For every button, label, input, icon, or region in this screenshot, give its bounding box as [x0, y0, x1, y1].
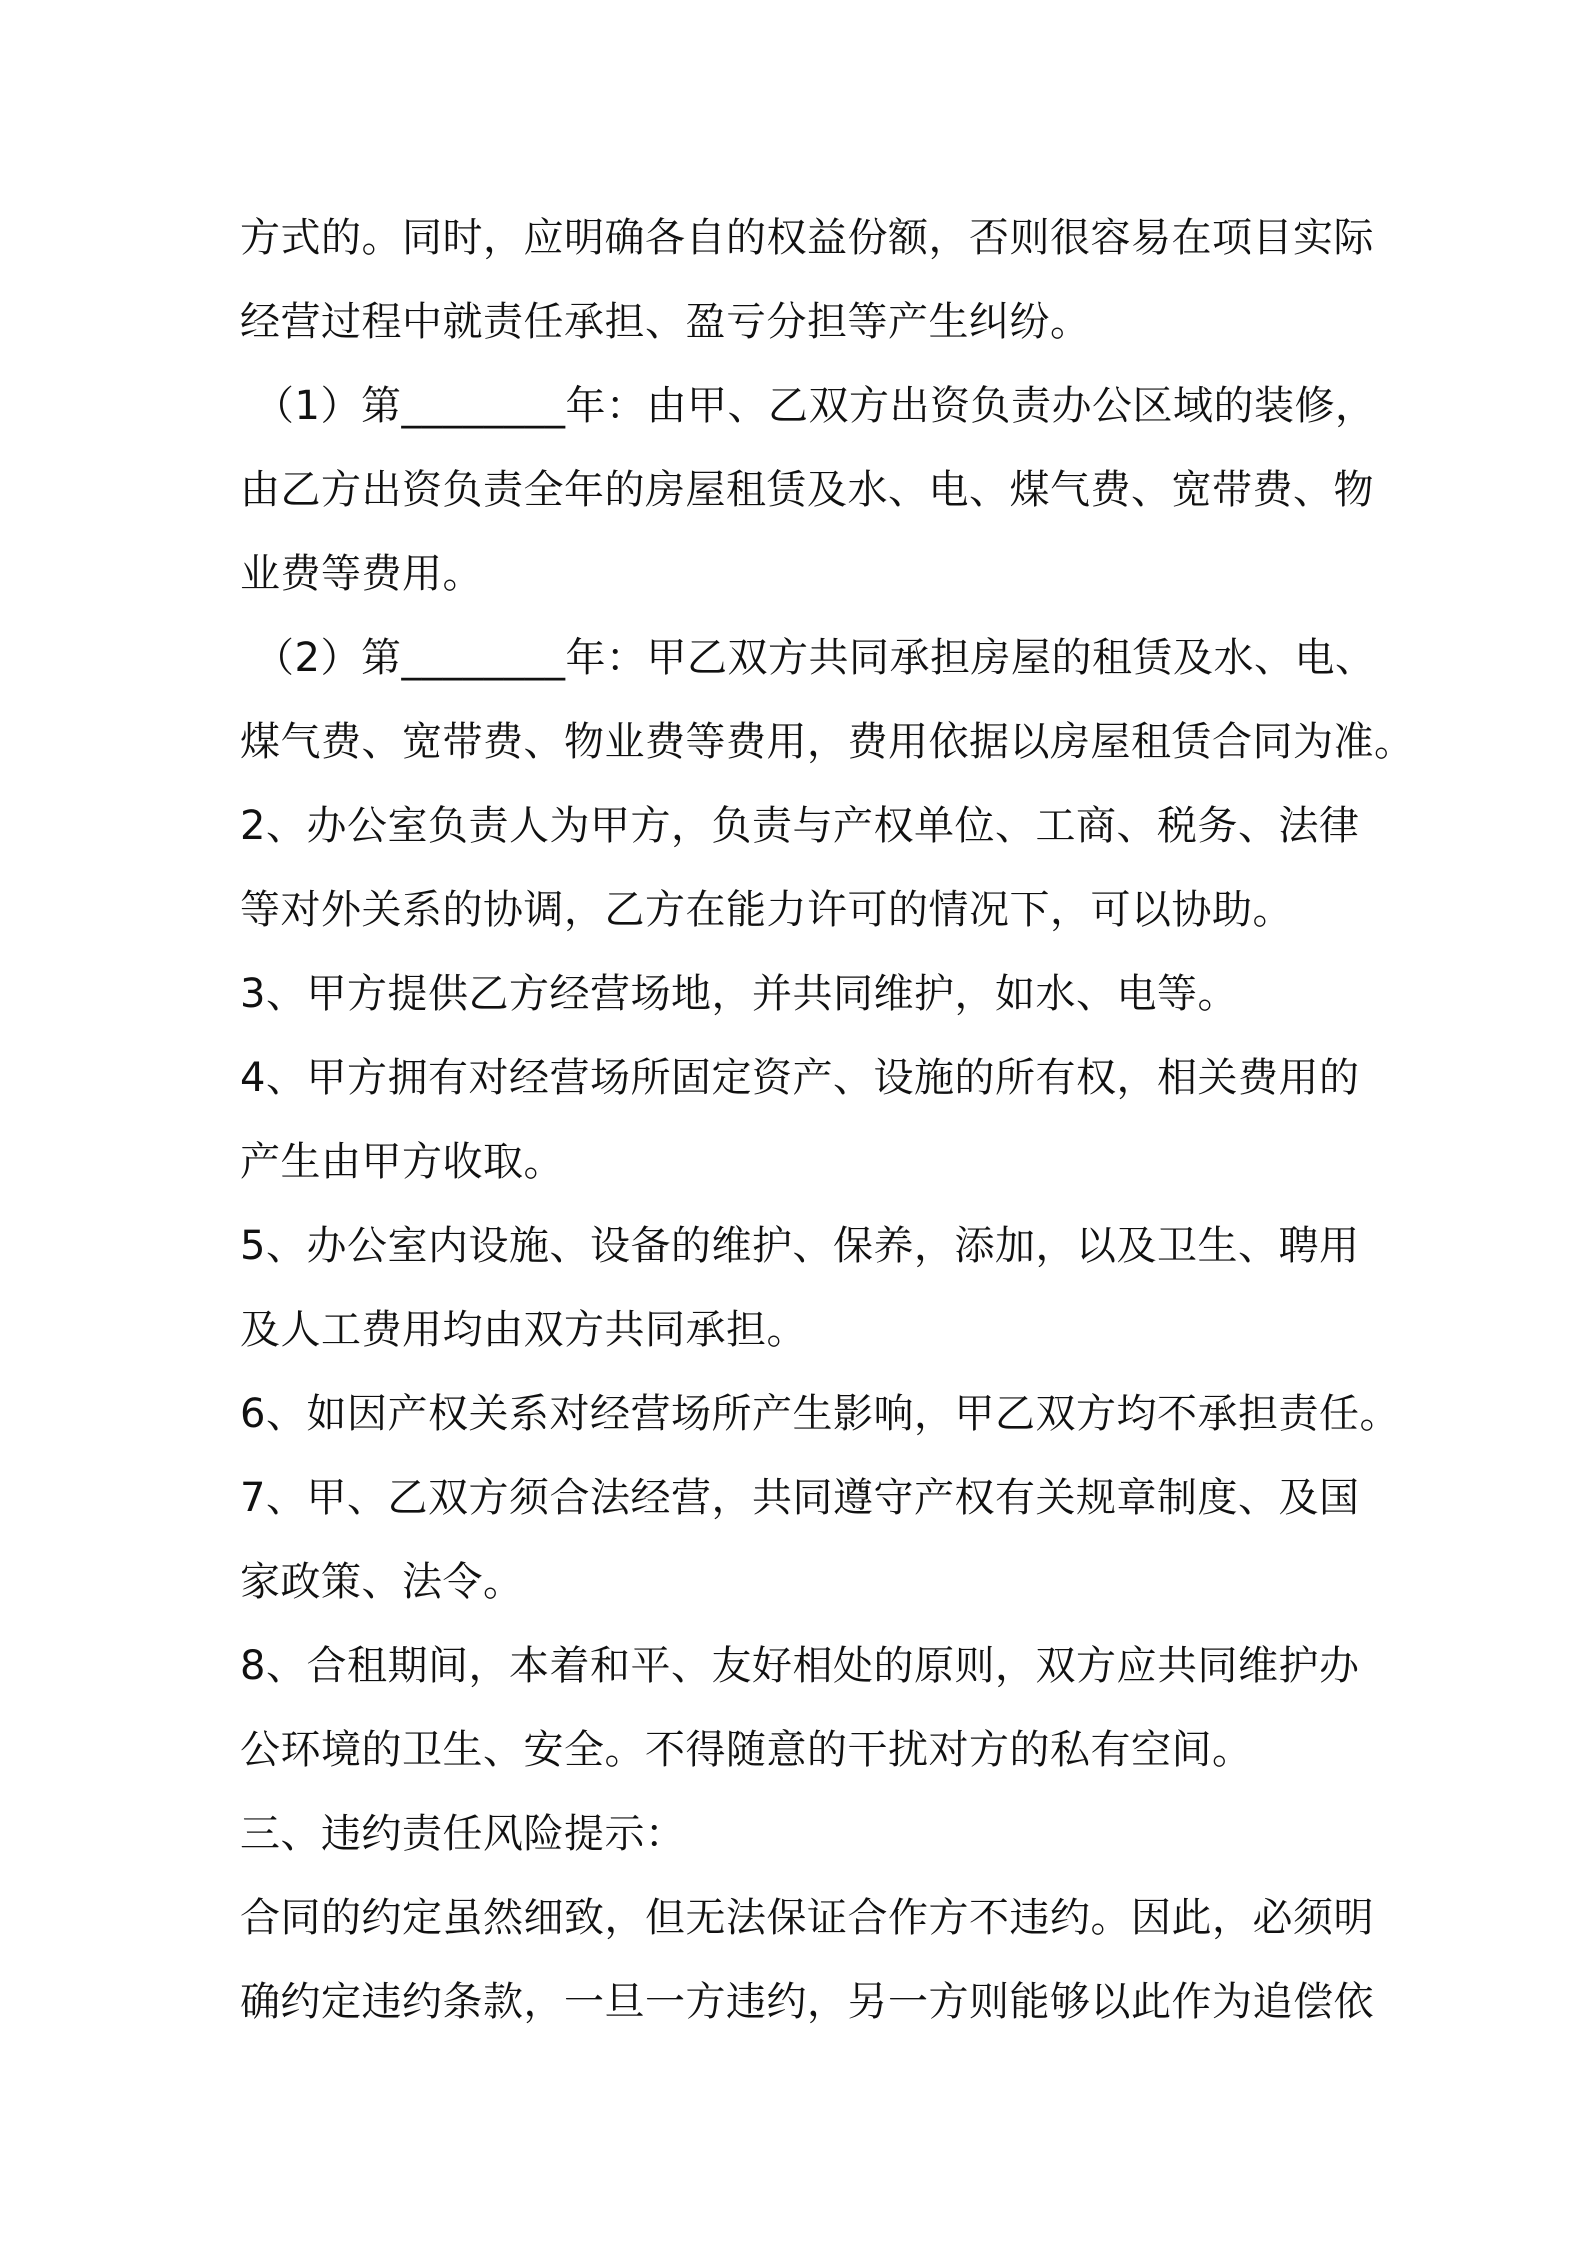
text-line: 产生由甲方收取。: [240, 1139, 564, 1185]
text-line: 及人工费用均由双方共同承担。: [240, 1307, 807, 1353]
text-line: 方式的。同时，应明确各自的权益份额，否则很容易在项目实际: [240, 215, 1374, 261]
text-line: 4、甲方拥有对经营场所固定资产、设施的所有权，相关费用的: [240, 1055, 1360, 1101]
text-line: 家政策、法令。: [240, 1559, 524, 1605]
text-line: 等对外关系的协调，乙方在能力许可的情况下，可以协助。: [240, 887, 1293, 933]
text-line: 合同的约定虽然细致，但无法保证合作方不违约。因此，必须明: [240, 1895, 1374, 1941]
text-line: （2）第________年：甲乙双方共同承担房屋的租赁及水、电、: [254, 635, 1376, 681]
text-line: 煤气费、宽带费、物业费等费用，费用依据以房屋租赁合同为准。: [240, 719, 1415, 765]
text-line: 6、如因产权关系对经营场所产生影响，甲乙双方均不承担责任。: [240, 1391, 1400, 1437]
text-line: （1）第________年：由甲、乙双方出资负责办公区域的装修，: [254, 383, 1376, 429]
text-line: 确约定违约条款，一旦一方违约，另一方则能够以此作为追偿依: [240, 1979, 1374, 2025]
text-line: 5、办公室内设施、设备的维护、保养，添加，以及卫生、聘用: [240, 1223, 1360, 1269]
text-line: 7、甲、乙双方须合法经营，共同遵守产权有关规章制度、及国: [240, 1475, 1360, 1521]
document-body: [240, 196, 1415, 2044]
text-line: 2、办公室负责人为甲方，负责与产权单位、工商、税务、法律: [240, 803, 1360, 849]
text-line: 业费等费用。: [240, 551, 483, 597]
text-line: 3、甲方提供乙方经营场地，并共同维护，如水、电等。: [240, 971, 1238, 1017]
text-line: 8、合租期间，本着和平、友好相处的原则，双方应共同维护办: [240, 1643, 1360, 1689]
text-line: 公环境的卫生、安全。不得随意的干扰对方的私有空间。: [240, 1727, 1253, 1773]
text-line: 经营过程中就责任承担、盈亏分担等产生纠纷。: [240, 299, 1091, 345]
section-heading: 三、违约责任风险提示：: [240, 1811, 686, 1857]
text-line: 由乙方出资负责全年的房屋租赁及水、电、煤气费、宽带费、物: [240, 467, 1374, 513]
